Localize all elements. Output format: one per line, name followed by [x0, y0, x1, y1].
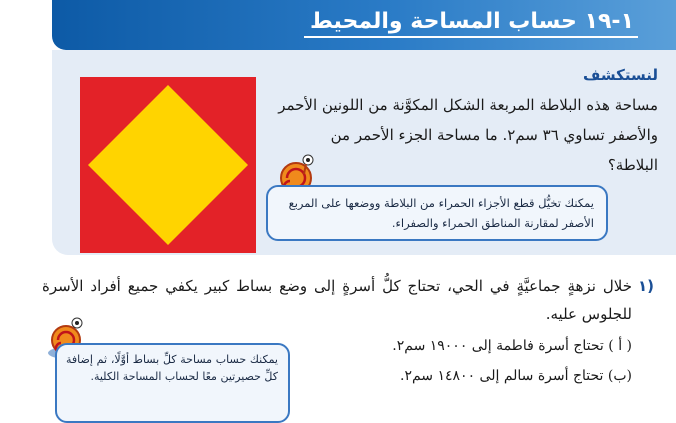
- question-hint-box: [55, 343, 290, 423]
- question-part-b: (ب) تحتاج أسرة سالم إلى ١٤٨٠٠ سم٢.: [400, 368, 632, 384]
- explore-hint-box: [266, 185, 608, 241]
- explore-heading: لنستكشف: [583, 66, 658, 84]
- question-number: ١): [637, 277, 654, 295]
- question-text: خلال نزهةٍ جماعيَّةٍ في الحي، تحتاج كلُّ أسرةٍ إلى وضع بساط كبير يكفي جميع أفراد الأسرة للجلوس عليه.: [42, 277, 632, 323]
- explore-text: مساحة هذه البلاطة المربعة الشكل المكوَّنة من اللونين الأحمر والأصفر تساوي ٣٦ سم٢. ما مساحة الجزء الأحمر من البلاطة؟: [278, 96, 658, 174]
- section-header: [52, 0, 676, 50]
- section-title: ١-١٩ حساب المساحة والمحيط: [309, 9, 634, 34]
- explore-hint-text: يمكنك تخيُّل قطع الأجزاء الحمراء من البلاطة ووضعها على المربع الأصفر لمقارنة المناطق الحمراء والصفراء.: [288, 196, 594, 230]
- question-hint-text: يمكنك حساب مساحة كلِّ بساط أوَّلًا، ثم إضافة كلِّ حصيرتين معًا لحساب المساحة الكلية.: [66, 353, 278, 383]
- yellow-diamond-shape: [80, 77, 256, 253]
- question-part-a: ( أ ) تحتاج أسرة فاطمة إلى ١٩٠٠٠ سم٢.: [392, 338, 632, 354]
